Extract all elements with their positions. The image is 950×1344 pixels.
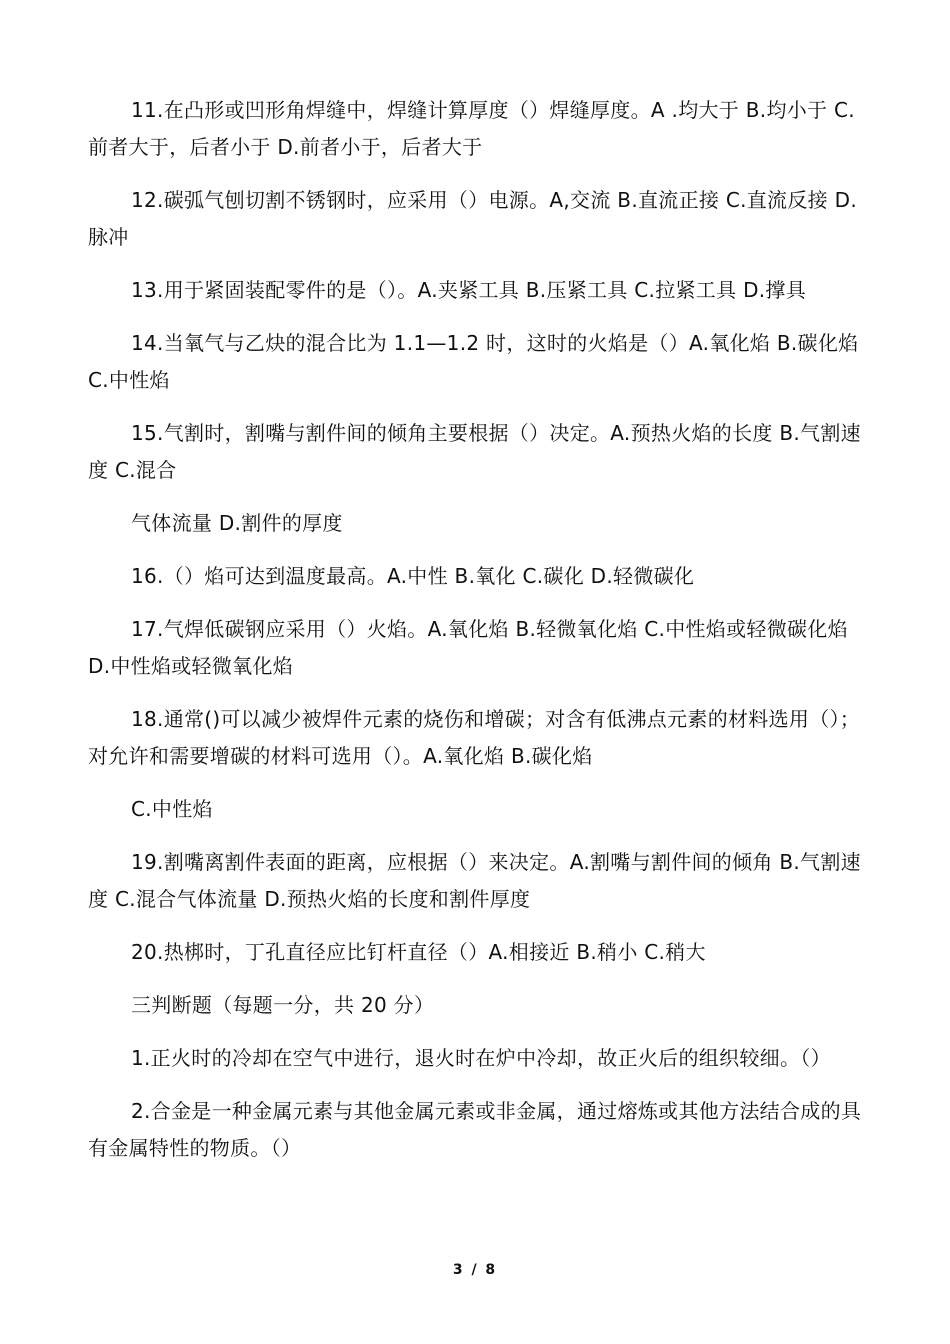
true-false-question-2: 2.合金是一种金属元素与其他金属元素或非金属，通过熔炼或其他方法结合成的具有金属特性的物质。（） bbox=[88, 1099, 862, 1160]
question-18: 18.通常()可以减少被焊件元素的烧伤和增碳；对含有低沸点元素的材料选用（）；对允许和需要增碳的材料可选用（）。A.氧化焰 B.碳化焰 bbox=[88, 707, 861, 768]
question-12: 12.碳弧气刨切割不锈钢时，应采用（）电源。A,交流 B.直流正接 C.直流反接 D.脉冲 bbox=[88, 188, 857, 249]
question-16: 16.（）焰可达到温度最高。A.中性 B.氧化 C.碳化 D.轻微碳化 bbox=[131, 564, 695, 588]
question-20: 20.热梆时，丁孔直径应比钉杆直径（）A.相接近 B.稍小 C.稍大 bbox=[131, 940, 706, 964]
question-15: 15.气割时，割嘴与割件间的倾角主要根据（）决定。A.预热火焰的长度 B.气割速度 C.混合 bbox=[88, 421, 861, 482]
page-number: 3 / 8 bbox=[452, 1262, 498, 1278]
question-13: 13.用于紧固装配零件的是（）。A.夹紧工具 B.压紧工具 C.拉紧工具 D.撑具 bbox=[131, 278, 807, 302]
true-false-question-1: 1.正火时的冷却在空气中进行，退火时在炉中冷却，故正火后的组织较细。（） bbox=[131, 1046, 831, 1070]
question-18-continued: C.中性焰 bbox=[131, 797, 213, 821]
question-19: 19.割嘴离割件表面的距离，应根据（）来决定。A.割嘴与割件间的倾角 B.气割速度 C.混合气体流量 D.预热火焰的长度和割件厚度 bbox=[88, 850, 861, 911]
question-11: 11.在凸形或凹形角焊缝中，焊缝计算厚度（）焊缝厚度。A .均大于 B.均小于 C.前者大于，后者小于 D.前者小于，后者大于 bbox=[88, 98, 855, 159]
document-body bbox=[88, 92, 868, 1183]
question-17: 17.气焊低碳钢应采用（）火焰。A.氧化焰 B.轻微氧化焰 C.中性焰或轻微碳化焰 D.中性焰或轻微氧化焰 bbox=[88, 617, 848, 678]
question-15-continued: 气体流量 D.割件的厚度 bbox=[131, 511, 343, 535]
question-14: 14.当氧气与乙炔的混合比为 1.1—1.2 时，这时的火焰是（）A.氧化焰 B.碳化焰 C.中性焰 bbox=[88, 331, 859, 392]
section-heading-true-false: 三判断题（每题一分，共 20 分） bbox=[131, 993, 435, 1017]
